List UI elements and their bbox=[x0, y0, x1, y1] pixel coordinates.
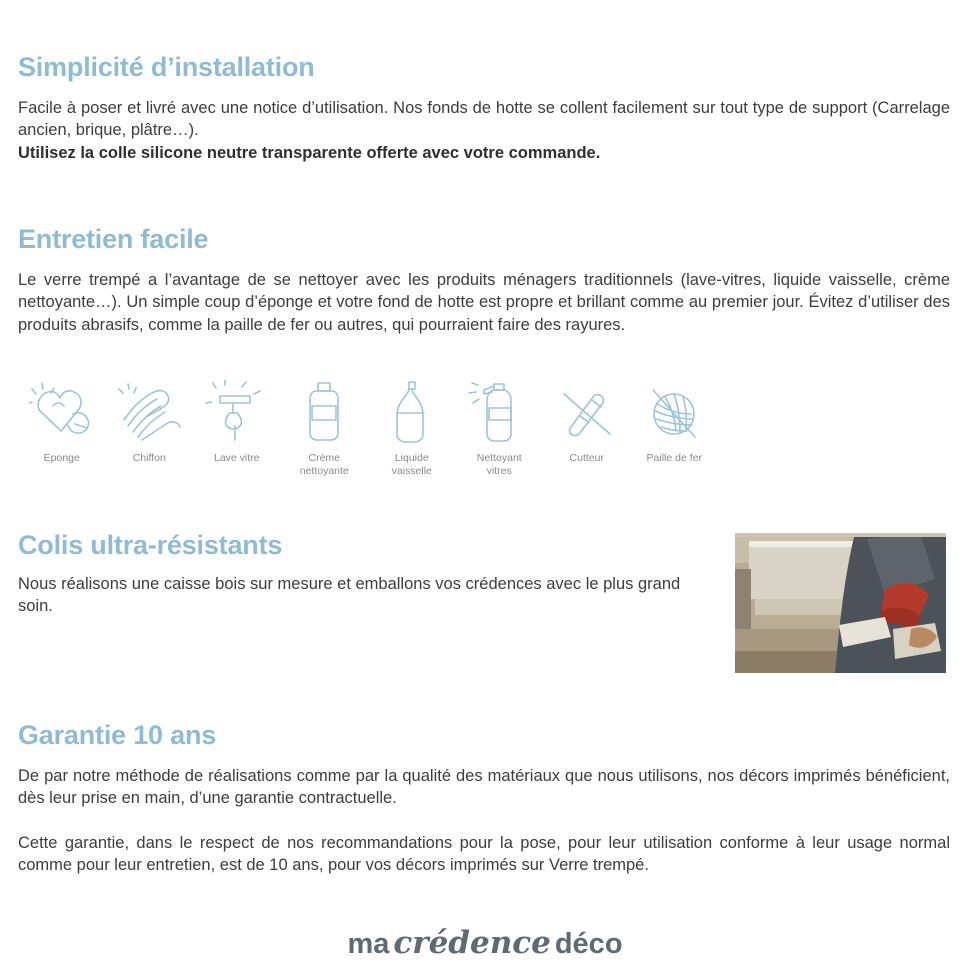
icon-label-sponge: Eponge bbox=[43, 452, 80, 464]
brand-logo bbox=[0, 925, 970, 961]
icon-item-spray bbox=[456, 376, 544, 477]
icon-item-cloth bbox=[106, 376, 194, 465]
window-squeegee-icon bbox=[193, 376, 281, 448]
icon-item-cutter-forbidden bbox=[543, 376, 631, 465]
icon-label-dish-soap: Liquide vaisselle bbox=[391, 452, 432, 477]
section-title-entretien: Entretien facile bbox=[18, 224, 209, 254]
garantie-paragraph-2: Cette garantie, dans le respect de nos recommandations pour la pose, pour leur utilisation conforme à leur usage normal comme pour leur entretien, est de 10 ans, pour vos décors imprimés sur Verre trempé. bbox=[18, 833, 950, 874]
packaging-photo-illustration bbox=[735, 533, 946, 673]
icon-label-spray: Nettoyant vitres bbox=[476, 452, 522, 477]
icon-item-steel-wool-forbidden bbox=[631, 376, 719, 465]
icon-item-dish-soap bbox=[368, 376, 456, 477]
section-title-garantie: Garantie 10 ans bbox=[18, 720, 217, 750]
colis-paragraph: Nous réalisons une caisse bois sur mesure et emballons vos crédences avec le plus grand soin. bbox=[18, 575, 681, 616]
installation-paragraph bbox=[18, 97, 950, 164]
section-entretien bbox=[18, 224, 950, 336]
garantie-paragraph-1: De par notre méthode de réalisations comme par la qualité des matériaux que nous utilisons, nos décors imprimés bénéficient, dès leur prise en main, d’une garantie contractuelle. bbox=[18, 767, 950, 808]
icon-label-steel-wool: Paille de fer bbox=[646, 452, 702, 464]
icon-item-cream bbox=[281, 376, 369, 477]
brand-word-credence: crédence bbox=[393, 925, 551, 961]
steel-wool-forbidden-icon bbox=[631, 376, 719, 448]
entretien-paragraph: Le verre trempé a l’avantage de se nettoyer avec les produits ménagers traditionnels (lave-vitres, liquide vaisselle, crème nettoyante…). Un simple coup d’éponge et votre fond de hotte est propre et brillant comme au premier jour. Évitez d’utiliser des produits abrasifs, comme la paille de fer ou autres, qui pourraient faire des rayures. bbox=[18, 271, 950, 334]
sponge-icon bbox=[18, 376, 106, 448]
installation-paragraph-text: Facile à poser et livré avec une notice d’utilisation. Nos fonds de hotte se collent facilement sur tout type de support (Carrelage ancien, brique, plâtre…). bbox=[18, 99, 950, 140]
installation-bold-note: Utilisez la colle silicone neutre transparente offerte avec votre commande. bbox=[18, 143, 601, 162]
icon-item-sponge bbox=[18, 376, 106, 465]
icon-label-cloth: Chiffon bbox=[132, 452, 166, 464]
packaging-photo bbox=[735, 533, 946, 673]
icon-label-cream: Crème nettoyante bbox=[299, 452, 349, 477]
cream-bottle-icon bbox=[281, 376, 369, 448]
icon-item-squeegee bbox=[193, 376, 281, 465]
icon-label-cutter: Cutteur bbox=[569, 452, 604, 464]
icon-label-squeegee: Lave vitre bbox=[213, 452, 260, 464]
cleaning-icons-row bbox=[18, 376, 718, 477]
brand-word-ma: ma bbox=[347, 928, 390, 960]
cutter-forbidden-icon bbox=[543, 376, 631, 448]
section-installation bbox=[18, 52, 950, 164]
section-title-installation: Simplicité d’installation bbox=[18, 52, 315, 82]
cloth-icon bbox=[106, 376, 194, 448]
dish-soap-icon bbox=[368, 376, 456, 448]
spray-bottle-icon bbox=[456, 376, 544, 448]
brand-word-deco: déco bbox=[554, 928, 623, 960]
section-garantie bbox=[18, 720, 950, 876]
section-title-colis: Colis ultra-résistants bbox=[18, 530, 283, 560]
section-colis bbox=[18, 530, 708, 618]
